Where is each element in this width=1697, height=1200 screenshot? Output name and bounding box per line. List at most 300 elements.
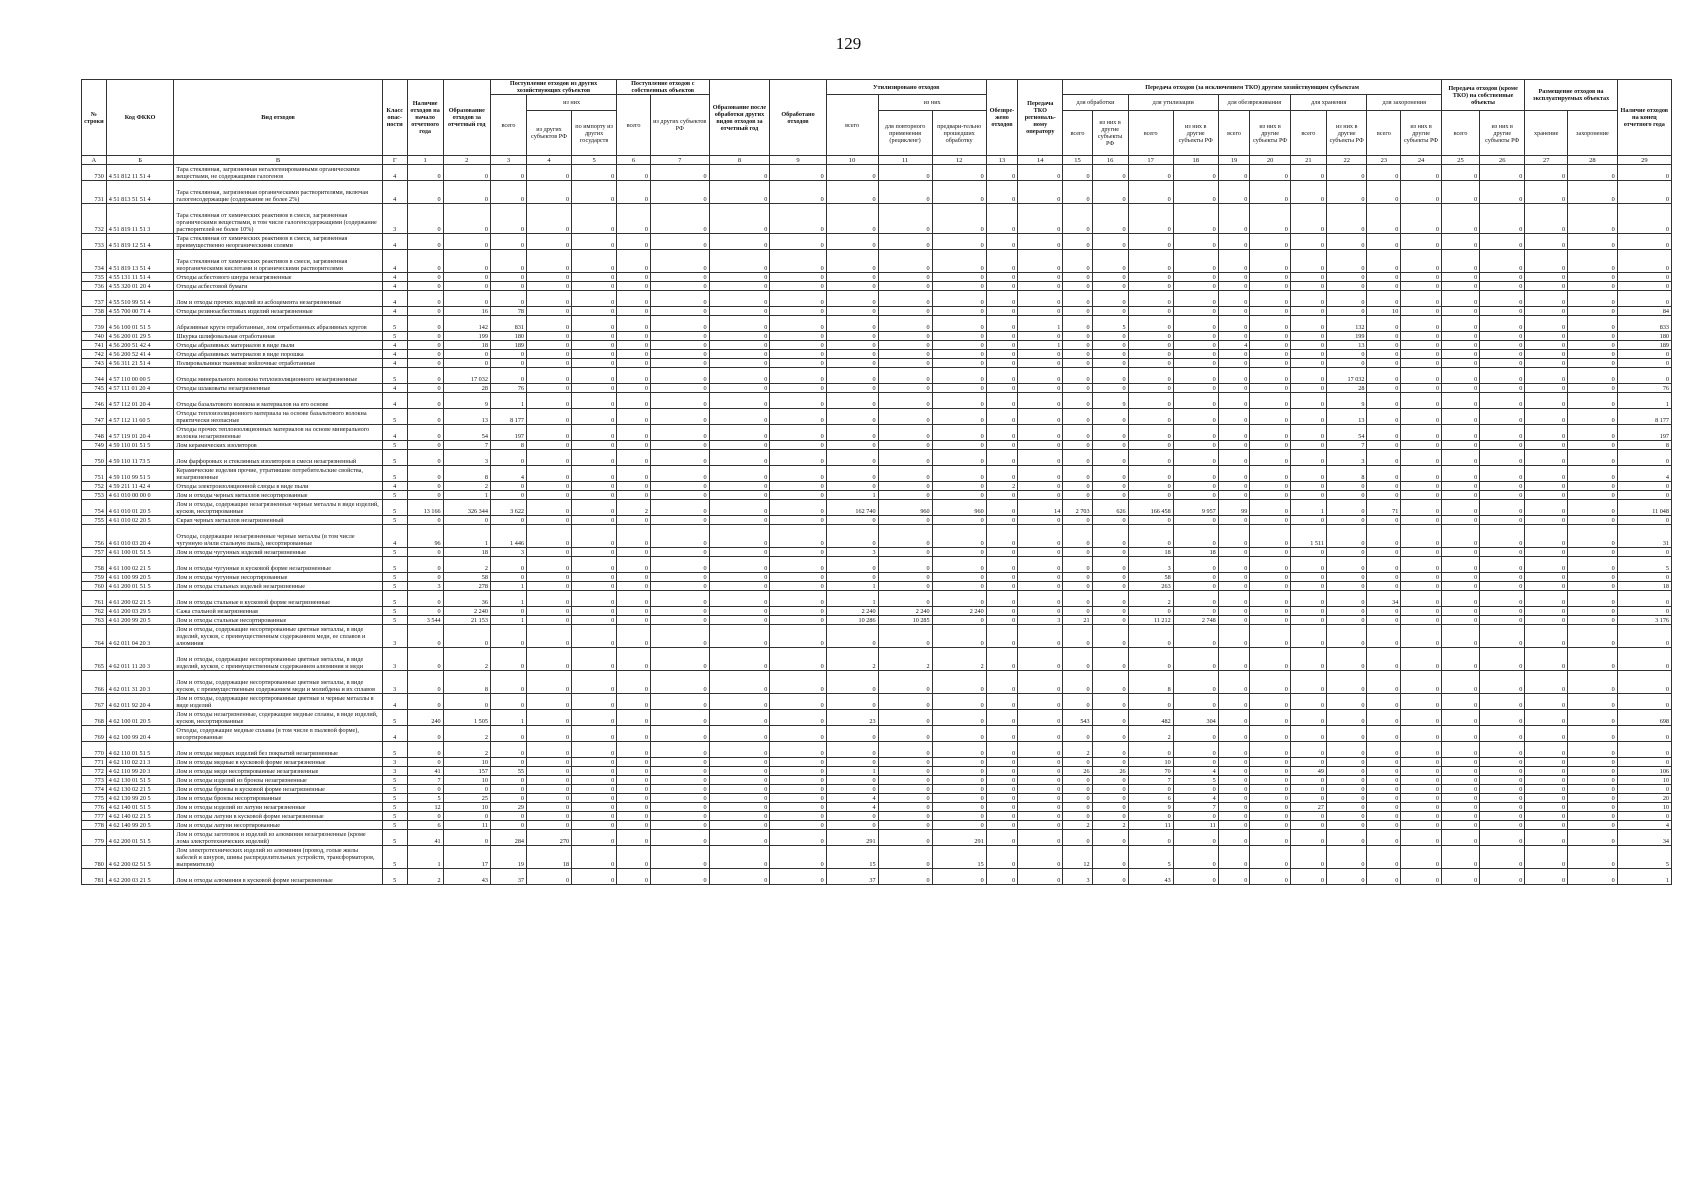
cell-value: 6 [407,821,443,830]
cell-value: 0 [1525,368,1568,384]
cell-value: 10 [1367,307,1401,316]
cell-value: 0 [572,812,617,821]
cell-value: 0 [1441,368,1479,384]
cell-value: 0 [1441,607,1479,616]
cell-value: 0 [1128,350,1173,359]
cell-value: 0 [770,393,826,409]
cell-value: 0 [986,573,1018,582]
cell-value: 0 [1401,250,1442,273]
cell-value: 0 [1290,491,1326,500]
cell-value: 0 [1218,165,1250,181]
cell-value: 0 [1401,710,1442,726]
cell-value: 0 [1367,282,1401,291]
cell-value: 0 [572,273,617,282]
table-row [82,409,1672,425]
cell-value: 270 [527,830,572,846]
cell-value: 0 [1290,368,1326,384]
row-number: 767 [82,694,107,710]
cell-value: 0 [1441,181,1479,204]
cell-value: 0 [650,625,709,648]
cell-value: 0 [932,368,986,384]
cell-value: 0 [1568,350,1618,359]
cell-value: 0 [443,291,490,307]
cell-value: 0 [932,516,986,525]
fkko-code: 4 61 010 03 20 4 [106,525,174,548]
cell-value: 84 [1617,307,1671,316]
cell-value: 2 [443,482,490,491]
cell-value: 0 [1250,250,1291,273]
cell-value: 0 [490,368,526,384]
cell-value: 197 [1617,425,1671,441]
waste-name: Отходы шлаковаты незагрязненные [174,384,382,393]
cell-value: 0 [709,491,770,500]
cell-value: 0 [826,425,878,441]
cell-value: 0 [617,557,651,573]
fkko-code: 4 55 510 99 51 4 [106,291,174,307]
cell-value: 8 [1326,466,1367,482]
cell-value: 13 166 [407,500,443,516]
cell-value: 0 [1568,500,1618,516]
cell-value: 0 [1018,273,1063,282]
cell-value: 0 [1480,341,1525,350]
row-number: 779 [82,830,107,846]
cell-value: 0 [1525,450,1568,466]
cell-value: 0 [1401,234,1442,250]
cell-value: 0 [770,491,826,500]
cell-value: 28 [443,384,490,393]
cell-value: 0 [572,316,617,332]
cell-value: 0 [1525,332,1568,341]
cell-value: 0 [650,869,709,885]
cell-value: 0 [1441,616,1479,625]
cell-value: 0 [1218,794,1250,803]
cell-value: 0 [1290,234,1326,250]
table-row [82,812,1672,821]
cell-value: 0 [1290,625,1326,648]
cell-value: 0 [1218,516,1250,525]
cell-value: 0 [490,694,526,710]
cell-value: 0 [650,726,709,742]
cell-value: 0 [1218,869,1250,885]
cell-value: 0 [770,648,826,671]
hazard-class: 5 [382,616,407,625]
column-number: 5 [572,156,617,165]
cell-value: 0 [617,368,651,384]
cell-value: 0 [1401,767,1442,776]
cell-value: 0 [1173,307,1218,316]
cell-value: 0 [770,384,826,393]
cell-value: 0 [932,803,986,812]
table-row [82,307,1672,316]
cell-value: 0 [878,794,932,803]
cell-value: 0 [709,204,770,234]
table-row [82,694,1672,710]
cell-value: 0 [878,548,932,557]
cell-value: 0 [1480,165,1525,181]
cell-value: 5 [1173,776,1218,785]
hdr-recv-from-regions: из других субъектов РФ [527,111,572,156]
cell-value: 0 [1326,785,1367,794]
cell-value: 0 [878,525,932,548]
cell-value: 0 [1568,282,1618,291]
waste-name: Лом электротехнических изделий из алюминия (провод, голые жилы кабелей и шнуров, шины распределительных устройств, трансформаторов, выпрямители) [174,846,382,869]
cell-value: 0 [1092,582,1128,591]
cell-value: 0 [407,393,443,409]
cell-value: 0 [770,425,826,441]
cell-value: 54 [443,425,490,441]
row-number: 748 [82,425,107,441]
cell-value: 0 [1290,821,1326,830]
cell-value: 0 [1525,821,1568,830]
cell-value: 0 [1401,491,1442,500]
cell-value: 0 [1367,384,1401,393]
waste-name: Отходы прочих теплоизоляционных материалов на основе минерального волокна незагрязненные [174,425,382,441]
cell-value: 0 [407,466,443,482]
cell-value: 0 [1441,821,1479,830]
cell-value: 0 [709,869,770,885]
hdr-ownobj-total: всего [1441,111,1479,156]
cell-value: 0 [1525,250,1568,273]
hdr-received-other: Поступление отходов из других хозяйствующих субъектов [490,80,616,95]
cell-value: 0 [770,368,826,384]
cell-value: 0 [1326,591,1367,607]
cell-value: 0 [1617,282,1671,291]
cell-value: 0 [1480,450,1525,466]
cell-value: 0 [709,548,770,557]
cell-value: 15 [826,846,878,869]
cell-value: 0 [1525,500,1568,516]
cell-value: 7 [407,776,443,785]
cell-value: 0 [826,234,878,250]
cell-value: 0 [1401,409,1442,425]
cell-value: 0 [770,767,826,776]
cell-value: 0 [1128,607,1173,616]
cell-value: 0 [1018,516,1063,525]
cell-value: 0 [1128,466,1173,482]
hazard-class: 4 [382,482,407,491]
cell-value: 0 [1367,830,1401,846]
cell-value: 0 [527,767,572,776]
cell-value: 0 [878,726,932,742]
cell-value: 0 [1525,726,1568,742]
cell-value: 0 [617,776,651,785]
cell-value: 0 [1401,776,1442,785]
table-row [82,204,1672,234]
cell-value: 0 [1401,165,1442,181]
cell-value: 0 [1401,548,1442,557]
cell-value: 0 [1018,350,1063,359]
cell-value: 0 [1018,234,1063,250]
cell-value: 0 [407,694,443,710]
hdr-tko-operator: Передача ТКО региональ-ному оператору [1018,80,1063,156]
cell-value: 0 [650,384,709,393]
cell-value: 0 [1092,648,1128,671]
cell-value: 0 [709,291,770,307]
cell-value: 0 [572,425,617,441]
fkko-code: 4 59 211 11 42 4 [106,482,174,491]
cell-value: 0 [709,234,770,250]
table-row [82,282,1672,291]
cell-value: 0 [1367,204,1401,234]
cell-value: 17 032 [1326,368,1367,384]
column-number: 24 [1401,156,1442,165]
cell-value: 0 [1367,671,1401,694]
cell-value: 0 [1250,869,1291,885]
cell-value: 0 [1063,393,1092,409]
hazard-class: 5 [382,803,407,812]
fkko-code: 4 61 200 01 51 5 [106,582,174,591]
cell-value: 0 [1063,491,1092,500]
cell-value: 0 [709,466,770,482]
hazard-class: 5 [382,500,407,516]
cell-value: 0 [1367,350,1401,359]
cell-value: 0 [490,821,526,830]
page-number: 129 [835,34,862,53]
cell-value: 0 [617,648,651,671]
cell-value: 0 [1441,384,1479,393]
cell-value: 3 544 [407,616,443,625]
cell-value: 0 [826,368,878,384]
cell-value: 0 [1250,273,1291,282]
cell-value: 0 [407,785,443,794]
cell-value: 0 [1092,409,1128,425]
table-row [82,671,1672,694]
hazard-class: 5 [382,710,407,726]
cell-value: 1 [443,525,490,548]
cell-value: 37 [490,869,526,885]
cell-value: 21 153 [443,616,490,625]
cell-value: 0 [1092,607,1128,616]
column-number: 15 [1063,156,1092,165]
cell-value: 0 [878,625,932,648]
cell-value: 0 [878,165,932,181]
cell-value: 0 [1128,516,1173,525]
cell-value: 0 [826,291,878,307]
cell-value: 0 [878,425,932,441]
fkko-code: 4 62 110 02 21 3 [106,758,174,767]
row-number: 771 [82,758,107,767]
cell-value: 0 [1128,648,1173,671]
cell-value: 0 [1525,181,1568,204]
cell-value: 5 [1617,557,1671,573]
cell-value: 0 [878,582,932,591]
table-row [82,482,1672,491]
cell-value: 0 [1525,393,1568,409]
cell-value: 34 [1617,830,1671,846]
row-number: 735 [82,273,107,282]
cell-value: 0 [932,291,986,307]
cell-value: 0 [878,557,932,573]
cell-value: 0 [770,525,826,548]
waste-name: Лом и отходы, содержащие незагрязненные черные металлы в виде изделий, кусков, несортированные [174,500,382,516]
cell-value: 0 [878,441,932,450]
cell-value: 0 [1326,710,1367,726]
hdr-generated: Образование отходов за отчетный год [443,80,490,156]
cell-value: 0 [1401,350,1442,359]
cell-value: 0 [650,359,709,368]
cell-value: 0 [1218,803,1250,812]
cell-value: 0 [1525,710,1568,726]
cell-value: 0 [986,332,1018,341]
cell-value: 0 [527,591,572,607]
cell-value: 0 [878,742,932,758]
cell-value: 304 [1173,710,1218,726]
cell-value: 0 [932,742,986,758]
cell-value: 0 [572,525,617,548]
cell-value: 0 [1401,607,1442,616]
hdr-row-no: № строки [82,80,107,156]
cell-value: 0 [617,591,651,607]
cell-value: 0 [770,204,826,234]
cell-value: 1 [490,582,526,591]
cell-value: 0 [527,869,572,885]
cell-value: 20 [1617,794,1671,803]
fkko-code: 4 51 819 11 51 3 [106,204,174,234]
cell-value: 0 [650,742,709,758]
cell-value: 0 [1441,273,1479,282]
cell-value: 0 [617,234,651,250]
waste-name: Лом фарфоровых и стеклянных изоляторов в смеси незагрязненный [174,450,382,466]
cell-value: 0 [1367,785,1401,794]
waste-name: Лом и отходы стальные несортированные [174,616,382,625]
cell-value: 0 [1401,846,1442,869]
cell-value: 0 [1128,830,1173,846]
waste-name: Лом и отходы стальных изделий незагрязненные [174,582,382,591]
cell-value: 0 [709,671,770,694]
cell-value: 0 [1063,359,1092,368]
cell-value: 0 [932,482,986,491]
cell-value: 0 [407,450,443,466]
cell-value: 0 [1218,466,1250,482]
cell-value: 0 [770,694,826,710]
cell-value: 0 [650,671,709,694]
cell-value: 0 [527,785,572,794]
cell-value: 0 [527,525,572,548]
cell-value: 0 [770,846,826,869]
cell-value: 0 [1290,204,1326,234]
cell-value: 0 [1480,516,1525,525]
hazard-class: 3 [382,671,407,694]
waste-name: Лом и отходы изделий из латуни незагрязненные [174,803,382,812]
cell-value: 0 [650,441,709,450]
cell-value: 0 [1401,282,1442,291]
cell-value: 0 [770,742,826,758]
cell-value: 0 [1441,812,1479,821]
cell-value: 189 [490,341,526,350]
cell-value: 0 [1326,625,1367,648]
cell-value: 0 [1617,742,1671,758]
cell-value: 0 [1063,181,1092,204]
cell-value: 0 [1326,758,1367,767]
cell-value: 0 [527,710,572,726]
fkko-code: 4 62 110 99 20 3 [106,767,174,776]
cell-value: 0 [650,491,709,500]
fkko-code: 4 55 700 00 71 4 [106,307,174,316]
cell-value: 0 [1617,181,1671,204]
cell-value: 0 [1480,694,1525,710]
cell-value: 0 [650,776,709,785]
cell-value: 0 [1401,625,1442,648]
cell-value: 0 [1128,341,1173,350]
cell-value: 0 [1326,181,1367,204]
cell-value: 263 [1128,582,1173,591]
cell-value: 0 [1568,425,1618,441]
cell-value: 0 [1063,803,1092,812]
cell-value: 0 [1173,671,1218,694]
cell-value: 0 [1018,250,1063,273]
cell-value: 0 [1367,548,1401,557]
cell-value: 0 [650,758,709,767]
cell-value: 0 [1617,591,1671,607]
cell-value: 0 [1568,616,1618,625]
cell-value: 0 [709,368,770,384]
row-number: 755 [82,516,107,525]
cell-value: 0 [1401,516,1442,525]
hazard-class: 4 [382,181,407,204]
cell-value: 0 [1326,812,1367,821]
cell-value: 0 [572,607,617,616]
hazard-class: 4 [382,250,407,273]
table-row [82,803,1672,812]
cell-value: 0 [1018,332,1063,341]
cell-value: 0 [1218,582,1250,591]
cell-value: 0 [1250,450,1291,466]
cell-value: 0 [527,607,572,616]
cell-value: 43 [443,869,490,885]
waste-name: Лом и отходы медных изделий без покрытий незагрязненные [174,742,382,758]
cell-value: 0 [1092,557,1128,573]
cell-value: 0 [617,726,651,742]
cell-value: 0 [770,482,826,491]
cell-value: 0 [1326,516,1367,525]
row-number: 769 [82,726,107,742]
cell-value: 0 [1401,830,1442,846]
cell-value: 0 [1480,425,1525,441]
row-number: 741 [82,341,107,350]
cell-value: 0 [932,694,986,710]
hazard-class: 5 [382,332,407,341]
cell-value: 0 [1617,350,1671,359]
hdr-utiliz-to-regions: из них в другие субъекты РФ [1173,111,1218,156]
cell-value: 0 [826,204,878,234]
cell-value: 0 [490,726,526,742]
cell-value: 0 [443,165,490,181]
cell-value: 0 [490,450,526,466]
cell-value: 0 [1128,234,1173,250]
cell-value: 0 [878,181,932,204]
cell-value: 0 [709,393,770,409]
cell-value: 0 [1480,384,1525,393]
fkko-code: 4 62 011 31 20 3 [106,671,174,694]
cell-value: 0 [407,491,443,500]
cell-value: 3 [1063,869,1092,885]
cell-value: 0 [1250,616,1291,625]
cell-value: 0 [407,726,443,742]
column-number: 29 [1617,156,1671,165]
cell-value: 0 [826,573,878,582]
cell-value: 0 [617,803,651,812]
cell-value: 0 [878,710,932,726]
cell-value: 0 [878,591,932,607]
cell-value: 0 [1401,425,1442,441]
cell-value: 698 [1617,710,1671,726]
cell-value: 0 [1326,548,1367,557]
cell-value: 18 [527,846,572,869]
cell-value: 0 [932,384,986,393]
cell-value: 0 [443,282,490,291]
cell-value: 0 [1092,573,1128,582]
cell-value: 0 [709,767,770,776]
